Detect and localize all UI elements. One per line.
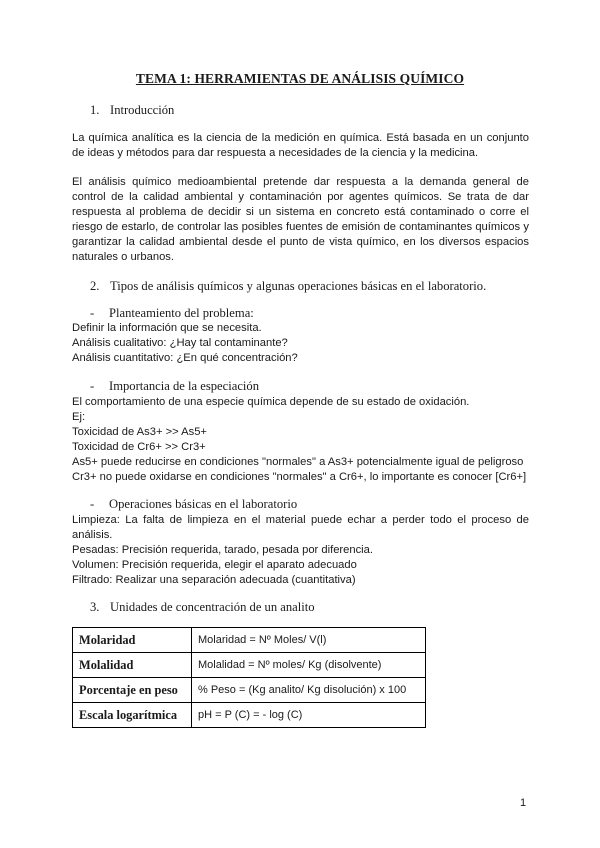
unit-formula: % Peso = (Kg analito/ Kg disolución) x 100 <box>192 678 426 703</box>
unit-name: Porcentaje en peso <box>73 678 192 703</box>
table-row <box>73 628 426 653</box>
unit-formula: Molalidad = Nº moles/ Kg (disolvente) <box>192 653 426 678</box>
page-number: 1 <box>520 797 527 809</box>
text-line: Análisis cuantitativo: ¿En qué concentración? <box>72 352 298 364</box>
text-line: Cr3+ no puede oxidarse en condiciones "normales" a Cr6+, lo importante es conocer [Cr6+] <box>72 471 527 483</box>
text-line: Toxicidad de Cr6+ >> Cr3+ <box>72 441 206 453</box>
section-title: Unidades de concentración de un analito <box>110 600 315 614</box>
subheading-operaciones <box>90 497 297 512</box>
subheading-especiacion <box>90 379 259 394</box>
text-line: Análisis cualitativo: ¿Hay tal contaminante? <box>72 337 288 349</box>
table-row <box>73 678 426 703</box>
section-1-heading <box>90 103 174 118</box>
intro-paragraph-1: La química analítica es la ciencia de la medición en química. Está basada en un conjunto de ideas y métodos para dar respuesta a necesidades de la ciencia y la medicina. <box>72 132 529 159</box>
subheading-text: Importancia de la especiación <box>109 379 259 393</box>
section-2-heading <box>90 279 486 294</box>
text-line: Volumen: Precisión requerida, elegir el aparato adecuado <box>72 559 357 571</box>
section-number: 2. <box>90 279 100 293</box>
bullet-dash: - <box>90 306 95 320</box>
section-title: Tipos de análisis químicos y algunas operaciones básicas en el laboratorio. <box>110 279 487 293</box>
text-line: Pesadas: Precisión requerida, tarado, pesada por diferencia. <box>72 544 374 556</box>
unit-name: Escala logarítmica <box>73 703 192 728</box>
concentration-units-table <box>72 627 426 728</box>
unit-formula: pH = P (C) = - log (C) <box>192 703 426 728</box>
text-line: Toxicidad de As3+ >> As5+ <box>72 426 207 438</box>
document-title: TEMA 1: HERRAMIENTAS DE ANÁLISIS QUÍMICO <box>135 71 465 86</box>
bullet-dash: - <box>90 497 95 511</box>
table-row <box>73 703 426 728</box>
subheading-text: Planteamiento del problema: <box>109 306 254 320</box>
subheading-planteamiento <box>90 306 254 321</box>
text-line: Filtrado: Realizar una separación adecuada (cuantitativa) <box>72 574 356 586</box>
limpieza-paragraph: Limpieza: La falta de limpieza en el material puede echar a perder todo el proceso de análisis. <box>72 514 529 541</box>
unit-formula: Molaridad = Nº Moles/ V(l) <box>192 628 426 653</box>
section-number: 3. <box>90 600 100 614</box>
table-row <box>73 653 426 678</box>
section-number: 1. <box>90 103 100 117</box>
bullet-dash: - <box>90 379 95 393</box>
intro-paragraph-2: El análisis químico medioambiental pretende dar respuesta a la demanda general de control de la calidad ambiental y contaminación por agentes químicos. Se trata de dar respuesta al problema de decidir si un sistema en concreto está contaminado o corre el riesgo de estarlo, de controlar las posibles fuentes de emisión de contaminantes químicos y garantizar la calidad ambiental desde el punto de vista químico, en los diversos espacios naturales o urbanos. <box>72 176 529 263</box>
subheading-text: Operaciones básicas en el laboratorio <box>109 497 298 511</box>
unit-name: Molalidad <box>73 653 192 678</box>
text-line: Definir la información que se necesita. <box>72 322 262 334</box>
text-line: Ej: <box>72 411 86 423</box>
text-line: As5+ puede reducirse en condiciones "normales" a As3+ potencialmente igual de peligroso <box>72 456 524 468</box>
section-3-heading <box>90 600 315 615</box>
section-title: Introducción <box>110 103 175 117</box>
unit-name: Molaridad <box>73 628 192 653</box>
text-line: El comportamiento de una especie química depende de su estado de oxidación. <box>72 396 470 408</box>
